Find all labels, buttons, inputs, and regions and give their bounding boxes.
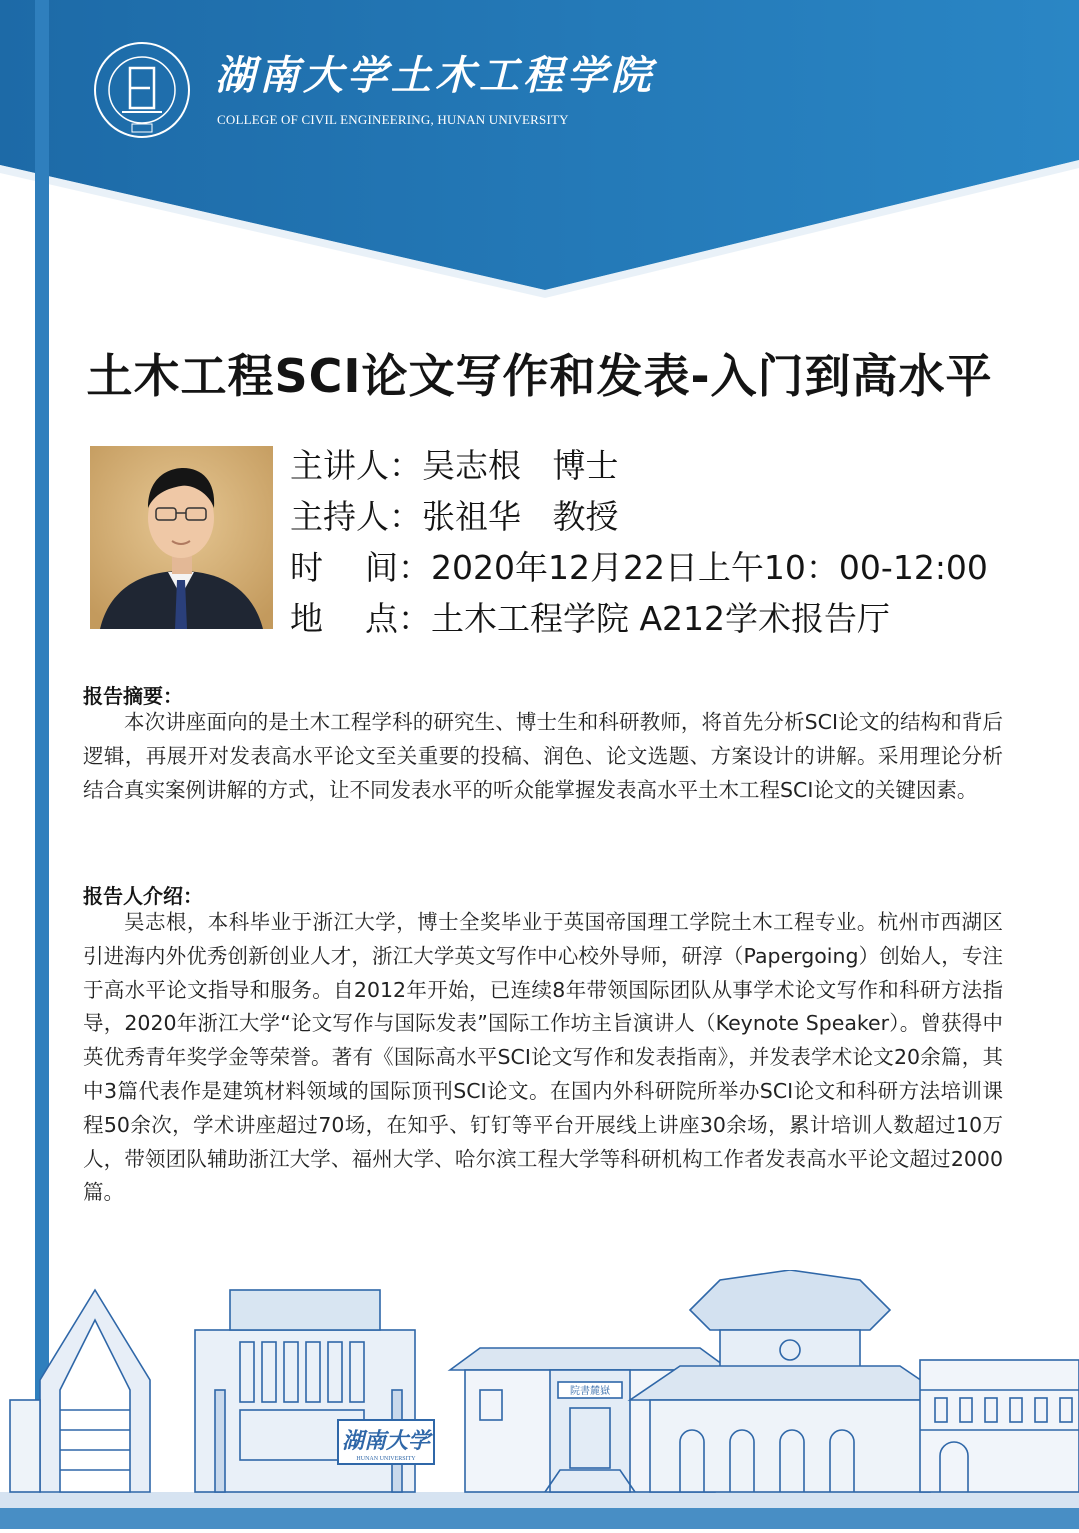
host-label: 主持人： [290,497,422,536]
place-value: 土木工程学院 A212学术报告厅 [430,599,891,638]
campus-skyline-illustration [0,1270,1079,1529]
host-row [290,491,988,542]
speaker-row [290,440,988,491]
speaker-photo [90,446,273,629]
place-row [290,593,988,644]
university-seal-logo [92,40,192,140]
time-row [290,542,988,593]
academy-plaque-text: 院書麓嶽 [570,1386,610,1397]
host-value: 张祖华 教授 [422,497,619,536]
speaker-value: 吴志根 博士 [422,446,619,485]
place-label: 地 点： [290,599,431,638]
time-value: 2020年12月22日上午10：00-12:00 [430,548,988,587]
bio-body: 吴志根，本科毕业于浙江大学，博士全奖毕业于英国帝国理工学院土木工程专业。杭州市西湖区引进海内外优秀创新创业人才，浙江大学英文写作中心校外导师，研淳（Papergoing）创始人，专注于高水平论文指导和服务。自2012年开始，已连续8年带领国际团队从事学术论文写作和科研方法指导，2020年浙江大学“论文写作与国际发表”国际工作坊主旨演讲人（Keynote Speaker）。曾获得中英优秀青年奖学金等荣誉。著有《国际高水平SCI论文写作和发表指南》，并发表学术论文20余篇，其中3篇代表作是建筑材料领域的国际顶刊SCI论文。在国内外科研院所举办SCI论文和科研方法培训课程50余次，学术讲座超过70场，在知乎、钉钉等平台开展线上讲座30余场，累计培训人数超过10万人，带领团队辅助浙江大学、福州大学、哈尔滨工程大学等科研机构工作者发表高水平论文超过2000篇。 [83,910,1003,1205]
gate-plaque-subtext: HUNAN UNIVERSITY [356,1456,416,1462]
speaker-label: 主讲人： [290,446,422,485]
college-logo-name: 湖南大学土木工程学院 [215,52,655,99]
college-logo-subtitle: COLLEGE OF CIVIL ENGINEERING, HUNAN UNIVERSITY [217,112,569,127]
time-label: 时 间： [290,548,431,587]
abstract-heading: 报告摘要： [83,684,183,708]
abstract-body: 本次讲座面向的是土木工程学科的研究生、博士生和科研教师，将首先分析SCI论文的结构和背后逻辑，再展开对发表高水平论文至关重要的投稿、润色、论文选题、方案设计的讲解。采用理论分析结合真实案例讲解的方式，让不同发表水平的听众能掌握发表高水平土木工程SCI论文的关键因素。 [83,710,1003,802]
gate-plaque-text: 湖南大学 [341,1428,431,1454]
lecture-title: 土木工程SCI论文写作和发表-入门到高水平 [86,349,993,403]
lecture-info [290,440,988,644]
bio-heading: 报告人介绍： [83,884,203,908]
